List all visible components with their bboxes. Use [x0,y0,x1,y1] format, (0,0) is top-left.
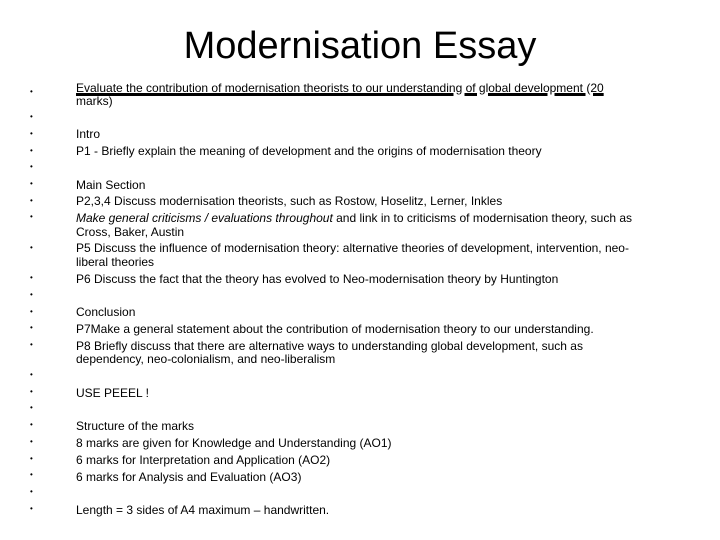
criticisms-line-1 [76,211,632,225]
intro-heading: Intro [76,127,101,141]
bullet: • [30,323,33,332]
paragraph-8-line-2: dependency, neo-colonialism, and neo-liberalism [76,352,336,366]
paragraph-7: P7Make a general statement about the contribution of modernisation theory to our understanding. [76,322,594,336]
bullet: • [30,179,33,188]
bullet: • [30,112,33,121]
bullet: • [30,162,33,171]
bullet: • [30,87,33,96]
use-peeel-note: USE PEEEL ! [76,386,149,400]
criticisms-rest: and link in to criticisms of modernisation theory, such as [332,211,633,225]
paragraphs-2-3-4: P2,3,4 Discuss modernisation theorists, such as Rostow, Hoselitz, Lerner, Inkles [76,194,503,208]
bullet: • [30,273,33,282]
paragraph-5-line-1: P5 Discuss the influence of modernisation theory: alternative theories of development, intervention, neo- [76,241,629,255]
bullet: • [30,403,33,412]
bullet: • [30,504,33,513]
bullet: • [30,387,33,396]
bullet: • [30,212,33,221]
bullet: • [30,196,33,205]
bullet: • [30,129,33,138]
conclusion-heading: Conclusion [76,305,136,319]
bullet: • [30,437,33,446]
criticisms-italic: Make general criticisms / evaluations throughout [76,211,333,225]
bullet: • [30,307,33,316]
bullet: • [30,340,33,349]
paragraph-6: P6 Discuss the fact that the theory has evolved to Neo-modernisation theory by Huntington [76,272,559,286]
bullet: • [30,454,33,463]
bullet: • [30,370,33,379]
essay-question-line-2: marks) [76,94,113,108]
marks-ao2: 6 marks for Interpretation and Application (AO2) [76,453,331,467]
bullet: • [30,290,33,299]
paragraph-1: P1 - Briefly explain the meaning of development and the origins of modernisation theory [76,144,542,158]
bullet: • [30,146,33,155]
bullet: • [30,470,33,479]
structure-heading: Structure of the marks [76,419,195,433]
marks-ao1: 8 marks are given for Knowledge and Understanding (AO1) [76,436,392,450]
bullet: • [30,243,33,252]
essay-question-line-1: Evaluate the contribution of modernisation theorists to our understanding of global development (20 [76,81,604,95]
length-note: Length = 3 sides of A4 maximum – handwritten. [76,503,330,517]
paragraph-8-line-1: P8 Briefly discuss that there are alternative ways to understanding global development, such as [76,339,583,353]
page-title: Modernisation Essay [183,25,537,67]
main-section-heading: Main Section [76,178,146,192]
bullet: • [30,420,33,429]
criticisms-line-2: Cross, Baker, Austin [76,225,185,239]
marks-ao3: 6 marks for Analysis and Evaluation (AO3) [76,470,302,484]
paragraph-5-line-2: liberal theories [76,255,155,269]
bullet: • [30,487,33,496]
